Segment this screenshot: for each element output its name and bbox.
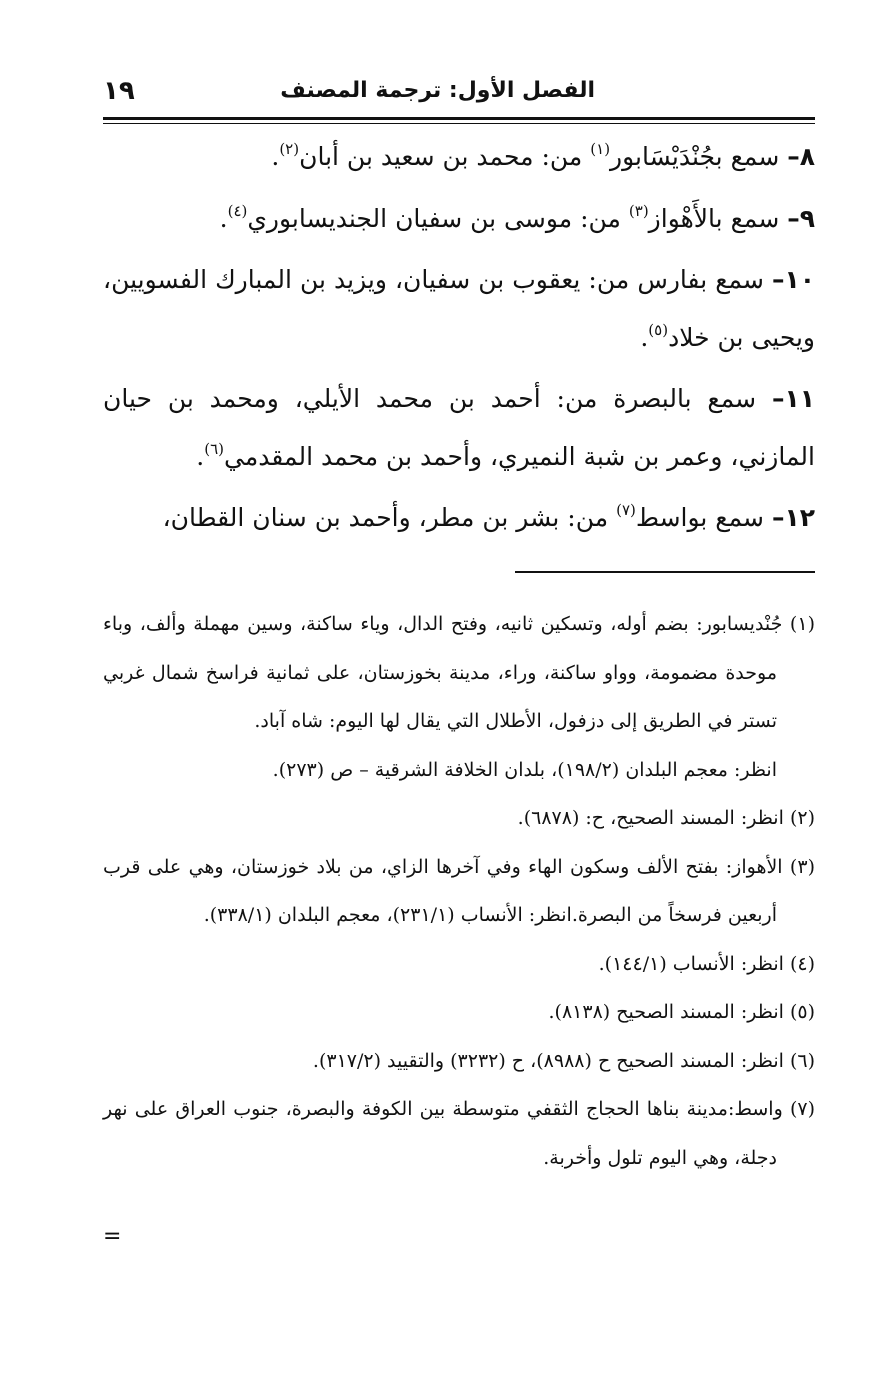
- item-number: ١٠–: [771, 265, 815, 294]
- footnote-ref: (٤): [227, 201, 248, 220]
- continuation-mark: =: [103, 1224, 122, 1249]
- footnote-text: واسط:مدينة بناها الحجاج الثقفي متوسطة بين الكوفة والبصرة، جنوب العراق على نهر دجلة، وهي اليوم تلول وأخربة.: [103, 1098, 783, 1169]
- footnote-id: (٢): [789, 807, 815, 829]
- footnote-ref: (٢): [279, 140, 300, 158]
- footnote-ref: (٦): [204, 439, 225, 458]
- footnote-text: انظر: الأنساب (١٤٤/١).: [598, 952, 784, 975]
- footnote-continuation: [103, 746, 815, 795]
- footnote-ref: (١): [590, 140, 611, 158]
- list-item: [103, 128, 815, 190]
- page-number: ١٩: [103, 76, 135, 106]
- item-text: من: بشر بن مطر، وأحمد بن سنان القطان،: [162, 503, 617, 532]
- list-item: [103, 370, 815, 489]
- footnote-id: (١): [789, 613, 815, 635]
- item-text: سمع بالبصرة من: أحمد بن محمد الأيلي، ومحمد بن حيان المازني، وعمر بن شبة النميري، وأحمد بن محمد المقدمي: [103, 384, 815, 471]
- item-text: سمع بواسط: [635, 503, 772, 532]
- item-number: ٩–: [787, 203, 815, 233]
- item-text: .: [640, 322, 649, 352]
- list-item: [103, 190, 815, 252]
- item-number: ١٢–: [771, 503, 815, 532]
- footnotes: [103, 600, 815, 1182]
- footnote-text: انظر: معجم البلدان (١٩٨/٢)، بلدان الخلافة الشرقية – ص (٢٧٣).: [272, 758, 777, 781]
- footnote-text: انظر: المسند الصحيح ح (٨٩٨٨)، ح (٣٢٣٢) والتقييد (٣١٧/٢).: [312, 1049, 784, 1072]
- footnote-id: (٤): [789, 952, 815, 975]
- item-text: .: [271, 142, 280, 171]
- footnote-id: (٦): [789, 1049, 815, 1072]
- item-text: .: [196, 441, 205, 471]
- footnote-text: انظر: المسند الصحيح (٨١٣٨).: [548, 1001, 784, 1023]
- footnote-id: (٧): [789, 1098, 815, 1120]
- item-text: سمع بجُنْدَيْسَابور: [610, 142, 788, 171]
- list-item: [103, 251, 815, 370]
- footnote-ref: (٥): [648, 320, 669, 339]
- list-item: [103, 489, 815, 551]
- footnote: [103, 1085, 815, 1182]
- footnote-id: (٥): [789, 1001, 815, 1023]
- footnote: [103, 1037, 815, 1086]
- footnote: [103, 600, 815, 746]
- item-number: ١١–: [771, 384, 815, 413]
- footnote-text: جُنْديسابور: بضم أوله، وتسكين ثانيه، وفتح الدال، وياء ساكنة، وسين مهملة وألف، وباء موحدة مضمومة، وواو ساكنة، وراء، مدينة بخوزستان، على ثمانية فراسخ شمال غربي تستر في الطريق إلى دزفول، الأطلال التي يقال لها اليوم: شاه آباد.: [103, 613, 783, 732]
- item-text: .: [219, 203, 228, 233]
- footnote-ref: (٣): [628, 201, 649, 220]
- footnote-separator: [515, 571, 815, 573]
- footnote-text: الأهواز: بفتح الألف وسكون الهاء وفي آخرها الزاي، من بلاد خوزستان، وهي على قرب أربعين فرسخاً من البصرة.انظر: الأنساب (٢٣١/١)، معجم البلدان (٣٣٨/١).: [103, 855, 783, 926]
- footnote-ref: (٧): [616, 501, 636, 519]
- footnote-text: انظر: المسند الصحيح، ح: (٦٨٧٨).: [517, 807, 784, 829]
- header-rule: [103, 117, 815, 124]
- running-header: [103, 74, 815, 114]
- footnote-id: (٣): [789, 855, 815, 878]
- item-text: سمع بالأَهْواز: [648, 203, 788, 233]
- chapter-title: الفصل الأول: ترجمة المصنف: [280, 78, 595, 103]
- footnote: [103, 794, 815, 843]
- item-text: من: محمد بن سعيد بن أبان: [299, 142, 591, 171]
- item-text: من: موسى بن سفيان الجنديسابوري: [247, 203, 629, 233]
- item-number: ٨–: [787, 142, 815, 171]
- footnote: [103, 843, 815, 940]
- item-text: سمع بفارس من: يعقوب بن سفيان، ويزيد بن المبارك الفسويين، ويحيى بن خلاد: [103, 265, 815, 352]
- footnote: [103, 940, 815, 989]
- main-text: [103, 128, 815, 551]
- footnote: [103, 988, 815, 1037]
